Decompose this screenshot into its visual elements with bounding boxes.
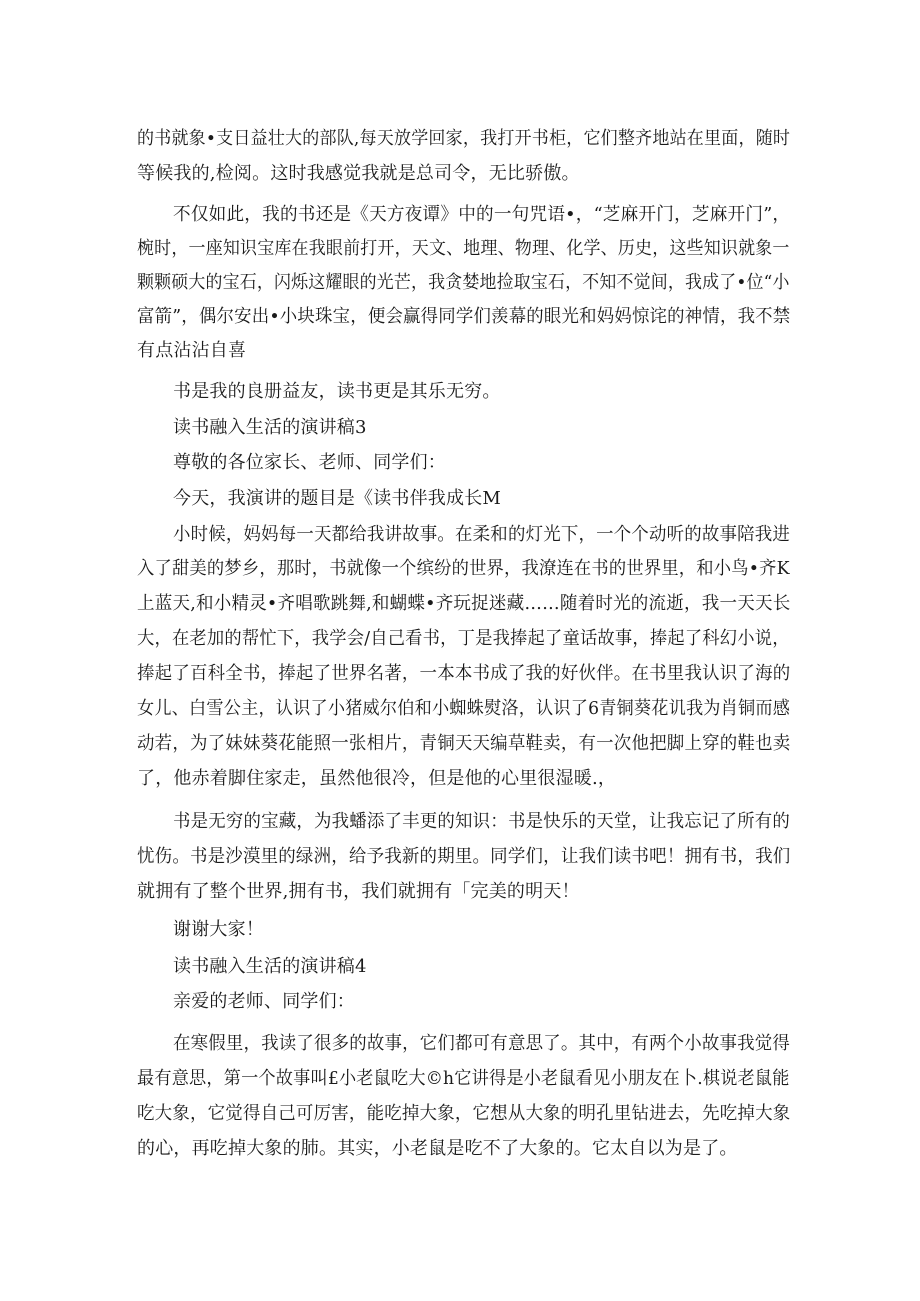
text-line: 的书就象•支日益壮大的部队,每天放学回家，我打开书柜，它们整齐地站在里面，随时 — [137, 128, 791, 149]
text-line: 最有意思，第一个故事叫£小老鼠吃大©h它讲得是小老鼠看见小朋友在卜.棋说老鼠能 — [137, 1068, 790, 1089]
text-line: 入了甜美的梦乡，那时，书就像一个缤纷的世界，我潦连在书的世界里，和小鸟•齐K — [137, 558, 790, 579]
text-line: 等候我的,检阅。这时我感觉我就是总司令，无比骄傲。 — [137, 163, 580, 184]
text-line: 的心，再吃掉大象的肺。其实，小老鼠是吃不了大象的。它太自以为是了。 — [137, 1138, 738, 1159]
text-line: 忧伤。书是沙漠里的绿洲，给予我新的期里。同学们，让我们读书吧！拥有书，我们 — [137, 846, 791, 867]
text-line: 亲爱的老师、同学们： — [173, 991, 355, 1012]
text-line: 富箭”，偶尔安出•小块珠宝，便会赢得同学们羡幕的眼光和妈妈惊诧的神情，我不禁 — [137, 306, 791, 327]
text-line: 在寒假里，我读了很多的故事，它们都可有意思了。其中，有两个小故事我觉得 — [173, 1033, 790, 1054]
text-line: 了，他赤着脚住家走，虽然他很冷，但是他的心里很湿暖.， — [137, 768, 617, 789]
text-line: 颗颗硕大的宝石，闪烁这耀眼的光芒，我贪婪地捡取宝石，不知不觉间，我成了•位“小 — [137, 272, 790, 293]
text-line: 书是无穷的宝藏，为我蟠添了丰更的知识：书是快乐的天堂，让我忘记了所有的 — [173, 811, 790, 832]
text-line: 动若，为了妹妹葵花能照一张相片，青铜天天编草鞋卖，有一次他把脚上穿的鞋也卖 — [137, 733, 791, 754]
section-heading: 读书融入生活的演讲稿3 — [173, 417, 367, 438]
text-line: 小时候，妈妈每一天都给我讲故事。在柔和的灯光下，一个个动听的故事陪我进 — [173, 524, 790, 545]
text-line: 尊敬的各位家长、老师、同学们： — [173, 452, 446, 473]
text-line: 今天，我演讲的题目是《读书伴我成长M — [173, 488, 502, 509]
section-heading: 读书融入生活的演讲稿4 — [173, 956, 367, 977]
text-line: 谢谢大家！ — [173, 919, 264, 940]
text-line: 大，在老加的帮忙下，我学会/自己看书，丁是我捧起了童话故事，捧起了科幻小说， — [137, 628, 790, 649]
text-line: 捧起了百科全书，捧起了世界名著，一本本书成了我的好伙伴。在书里我认识了海的 — [137, 663, 791, 684]
text-line: 吃大象，它觉得自己可厉害，能吃掉大象，它想从大象的明孔里钻进去，先吃掉大象 — [137, 1103, 791, 1124]
text-line: 上蓝天,和小精灵•齐唱歌跳舞,和蝴蝶•齐玩捉迷藏……随着时光的流逝，我一天天长 — [137, 593, 791, 614]
text-line: 有点沾沾自喜 — [137, 340, 247, 361]
text-line: 女儿、白雪公主，认识了小猪威尔伯和小蜘蛛熨洛，认识了6青铜葵花讥我为肖铜而感 — [137, 698, 791, 719]
text-line: 椀时，一座知识宝库在我眼前打开，天文、地理、物理、化学、历史，这些知识就象一 — [137, 238, 790, 259]
text-line: 不仅如此，我的书还是《天方夜谭》中的一句咒语•，“芝麻开门，芝麻开门”， — [173, 204, 791, 225]
text-line: 书是我的良册益友，读书更是其乐无穷。 — [173, 381, 501, 402]
text-line: 就拥有了整个世界,拥有书，我们就拥有「完美的明天！ — [137, 881, 580, 902]
